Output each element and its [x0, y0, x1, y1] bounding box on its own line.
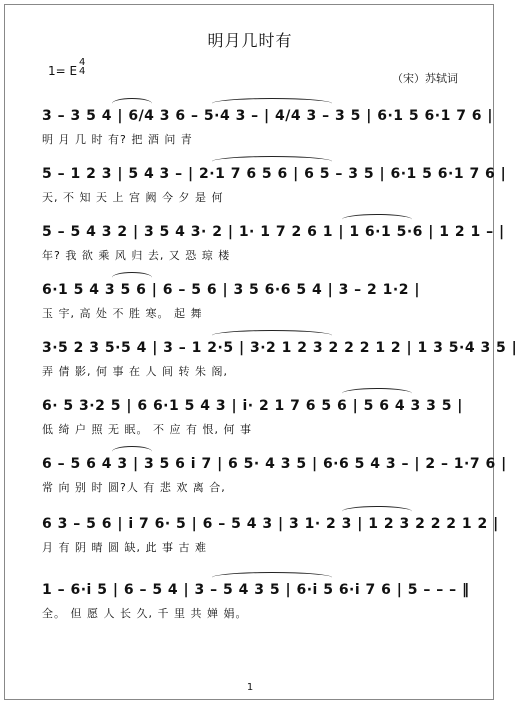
page-title: 明月几时有 [207, 31, 293, 50]
lyrics-line: 全。 但 愿 人 长 久, 千 里 共 婵 娟。 [42, 607, 248, 620]
lyrics-line: 月 有 阴 晴 圆 缺, 此 事 古 难 [42, 541, 207, 554]
notation-line: 5 – 5 4 3 2 | 3 5 4 3· 2 | 1· 1 7 2 6 1 | 1 6·1 5·6 | 1 2 1 – | [42, 224, 505, 240]
notation-line: 5 – 1 2 3 | 5 4 3 – | 2·1 7 6 5 6 | 6 5 – 3 5 | 6·1 5 6·1 7 6 | [42, 166, 507, 182]
notation-line: 6 – 5 6 4 3 | 3 5 6 i 7 | 6 5· 4 3 5 | 6·6 5 4 3 – | 2 – 1·7 6 | [42, 456, 507, 472]
key-signature: 1= E [48, 64, 78, 78]
meter-bottom: 4 [79, 66, 86, 77]
page-number: 1 [246, 682, 254, 693]
notation-line: 6· 5 3·2 5 | 6 6·1 5 4 3 | i· 2 1 7 6 5 6 | 5 6 4 3 3 5 | [42, 398, 463, 414]
meter-top: 4 [79, 57, 86, 68]
lyrics-line: 玉 宇, 高 处 不 胜 寒。 起 舞 [42, 307, 203, 320]
notation-line: 6 3 – 5 6 | i 7 6· 5 | 6 – 5 4 3 | 3 1· 2 3 | 1 2 3 2 2 2 1 2 | [42, 516, 499, 532]
lyrics-line: 天, 不 知 天 上 宫 阙 今 夕 是 何 [42, 191, 224, 204]
notation-line: 6·1 5 4 3 5 6 | 6 – 5 6 | 3 5 6·6 5 4 | 3 – 2 1·2 | [42, 282, 420, 298]
notation-line: 3 – 3 5 4 | 6/4 3 6 – 5·4 3 – | 4/4 3 – 3 5 | 6·1 5 6·1 7 6 | [42, 108, 494, 124]
lyrics-line: 明 月 几 时 有? 把 酒 问 青 [42, 133, 193, 146]
notation-line: 3·5 2 3 5·5 4 | 3 – 1 2·5 | 3·2 1 2 3 2 2 2 1 2 | 1 3 5·4 3 5 | [42, 340, 517, 356]
notation-line: 1 – 6·i 5 | 6 – 5 4 | 3 – 5 4 3 5 | 6·i 5 6·i 7 6 | 5 – – – ‖ [42, 582, 470, 598]
lyrics-line: 年? 我 欲 乘 风 归 去, 又 恐 琼 楼 [42, 249, 231, 262]
time-signature [79, 58, 85, 76]
lyrics-line: 低 绮 户 照 无 眠。 不 应 有 恨, 何 事 [42, 423, 252, 436]
author-credit: （宋）苏轼词 [392, 72, 458, 85]
lyrics-line: 常 向 别 时 圆?人 有 悲 欢 离 合, [42, 481, 226, 494]
lyrics-line: 弄 倩 影, 何 事 在 人 间 转 朱 阁, [42, 365, 228, 378]
